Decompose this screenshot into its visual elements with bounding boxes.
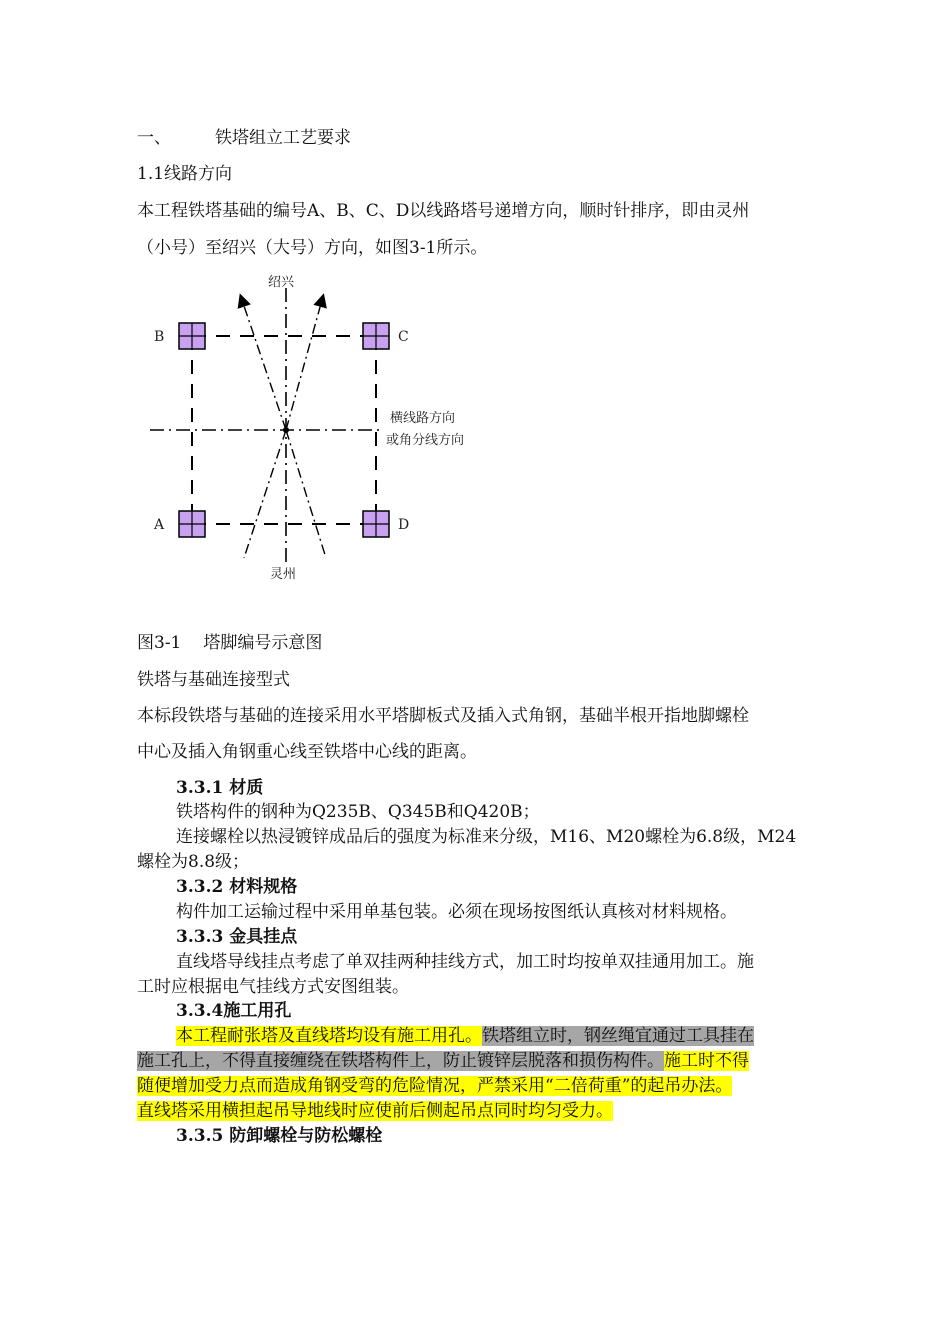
figure-number: 图3-1	[137, 633, 182, 653]
section-3-3-4-heading: 3.3.4施工用孔	[176, 1001, 292, 1021]
paragraph-line: 本工程铁塔基础的编号A、B、C、D以线路塔号递增方向，顺时针排序，即由灵州	[137, 201, 750, 221]
paragraph-line: 连接螺栓以热浸镀锌成品后的强度为标准来分级，M16、M20螺栓为6.8级，M24	[176, 827, 797, 847]
paragraph-line: 中心及插入角钢重心线至铁塔中心线的距离。	[137, 742, 477, 762]
side-label-line1: 横线路方向	[390, 411, 456, 426]
top-direction-label: 绍兴	[268, 275, 295, 290]
yellow-highlight: 施工时不得	[664, 1051, 749, 1071]
paragraph-line: （小号）至绍兴（大号）方向，如图3-1所示。	[137, 238, 488, 258]
highlighted-line	[137, 1050, 749, 1072]
gray-highlight: 铁塔组立时，钢丝绳宜通过工具挂在	[482, 1026, 754, 1046]
section-3-3-5-heading: 3.3.5 防卸螺栓与防松螺栓	[176, 1126, 383, 1146]
connection-heading: 铁塔与基础连接型式	[137, 670, 290, 690]
section-heading	[137, 127, 351, 149]
subheading-1-1: 1.1线路方向	[137, 164, 233, 184]
paragraph-line: 本标段铁塔与基础的连接采用水平塔脚板式及插入式角钢，基础半根开指地脚螺栓	[137, 706, 749, 726]
paragraph-line: 铁塔构件的钢种为Q235B、Q345B和Q420B；	[176, 802, 540, 822]
yellow-highlight: 直线塔采用横担起吊导地线时应使前后侧起吊点同时均匀受力。	[137, 1101, 613, 1121]
paragraph-line: 螺栓为8.8级；	[137, 852, 250, 872]
section-3-3-1-heading: 3.3.1 材质	[176, 778, 264, 798]
center-point	[283, 427, 289, 433]
side-label-line2: 或角分线方向	[386, 433, 465, 448]
figure-title: 塔脚编号示意图	[203, 633, 323, 653]
yellow-highlight: 本工程耐张塔及直线塔均设有施工用孔。	[176, 1026, 482, 1046]
corner-label-a: A	[154, 517, 165, 533]
paragraph-line: 构件加工运输过程中采用单基包装。必须在现场按图纸认真核对材料规格。	[176, 902, 737, 922]
highlighted-line	[137, 1100, 613, 1122]
section-number: 一、	[137, 128, 171, 148]
paragraph-line: 直线塔导线挂点考虑了单双挂两种挂线方式，加工时均按单双挂通用加工。施	[176, 952, 754, 972]
gray-highlight: 施工孔上，不得直接缠绕在铁塔构件上，防止镀锌层脱落和损伤构件。	[137, 1051, 664, 1071]
section-3-3-2-heading: 3.3.2 材料规格	[176, 877, 298, 897]
highlighted-line	[176, 1025, 754, 1047]
highlighted-line	[137, 1075, 732, 1097]
section-title: 铁塔组立工艺要求	[215, 128, 351, 148]
section-3-3-3-heading: 3.3.3 金具挂点	[176, 927, 298, 947]
corner-label-b: B	[154, 329, 165, 345]
corner-label-d: D	[398, 517, 410, 533]
tower-foot-diagram	[140, 268, 500, 588]
bottom-direction-label: 灵州	[270, 567, 297, 582]
corner-label-c: C	[398, 329, 409, 345]
paragraph-line: 工时应根据电气挂线方式安图组装。	[137, 977, 409, 997]
figure-caption	[137, 632, 322, 654]
yellow-highlight: 随便增加受力点而造成角钢受弯的危险情况，严禁采用“二倍荷重”的起吊办法。	[137, 1076, 733, 1096]
